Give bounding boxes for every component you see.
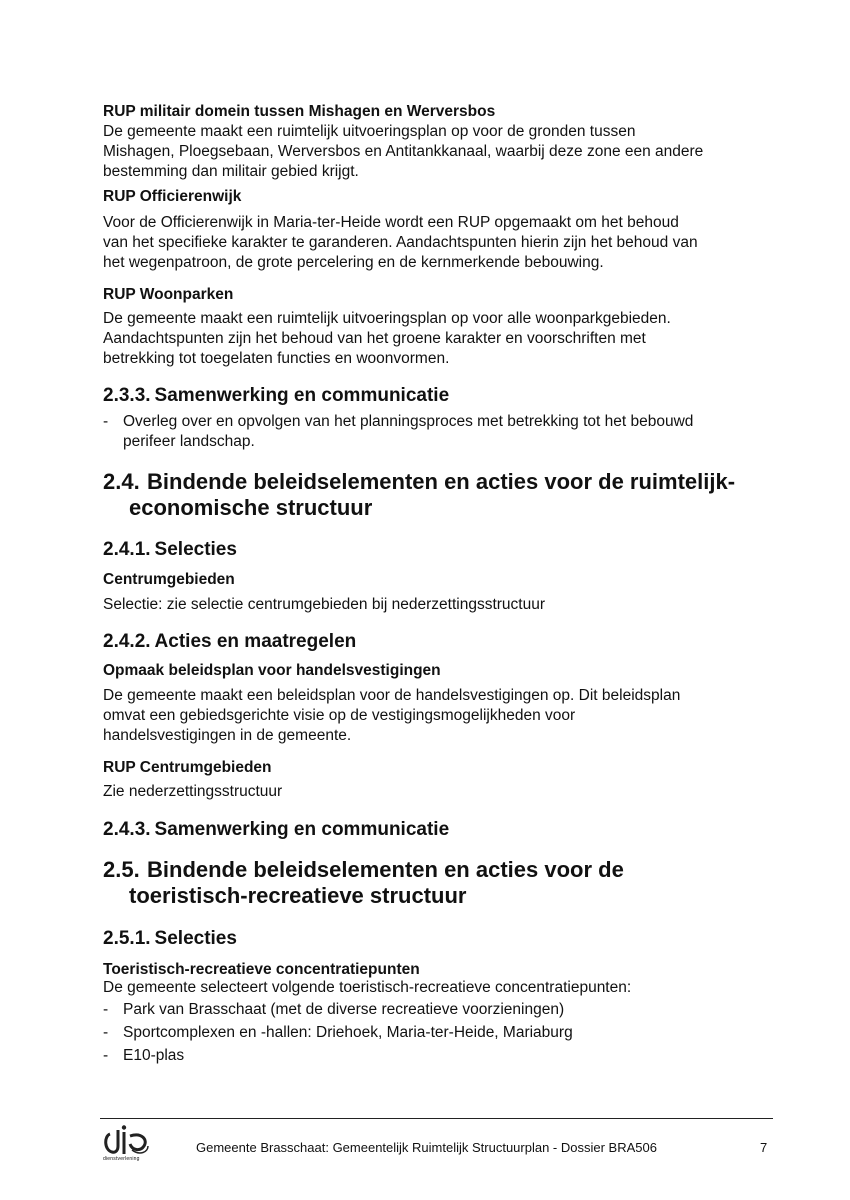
list-item-text (123, 412, 782, 452)
section-title-line-1: Bindende beleidselementen en acties voor de (147, 857, 624, 882)
section-title: Selecties (154, 539, 237, 560)
text-line: perifeer landschap. (123, 433, 255, 450)
section-title-line-2: economische structuur (129, 495, 373, 520)
list-item-text: Park van Brasschaat (met de diverse recreatieve voorzieningen) (123, 1001, 565, 1018)
section-number: 2.4. (103, 469, 140, 494)
rup-woonparken-heading: RUP Woonparken (103, 286, 234, 303)
text-line: Aandachtspunten zijn het behoud van het groene karakter en voorschriften met (103, 330, 646, 347)
list-item (103, 1046, 782, 1066)
section-2-3-3-heading (103, 384, 782, 408)
text-line: handelsvestigingen in de gemeente. (103, 727, 352, 744)
beleidsplan-heading: Opmaak beleidsplan voor handelsvestigingen (103, 662, 441, 679)
list-item (103, 412, 782, 452)
section-number: 2.3.3. (103, 385, 151, 406)
section-2-4-3-heading (103, 818, 782, 842)
section-title: Samenwerking en communicatie (154, 819, 450, 840)
text-line: Mishagen, Ploegsebaan, Werversbos en Antitankkanaal, waarbij deze zone een andere (103, 143, 704, 160)
section-title-line-1: Bindende beleidselementen en acties voor de ruimtelijk- (147, 469, 736, 494)
beleidsplan-text (103, 686, 782, 746)
list-item-text: E10-plas (123, 1047, 185, 1064)
rup-militair-text (103, 122, 782, 182)
list-dash: - (103, 1001, 109, 1018)
section-2-4-heading (103, 469, 782, 521)
text-line: omvat een gebiedsgerichte visie op de vestigingsmogelijkheden voor (103, 707, 576, 724)
section-2-4-2-heading (103, 630, 782, 654)
section-number: 2.4.3. (103, 819, 151, 840)
list-dash: - (103, 1024, 109, 1041)
rup-centrumgebieden-text: Zie nederzettingsstructuur (103, 783, 283, 800)
rup-officierenwijk-heading: RUP Officierenwijk (103, 188, 242, 205)
text-line: betrekking tot toegelaten functies en woonvormen. (103, 350, 450, 367)
section-2-5-1-heading (103, 927, 782, 951)
logo-caption: dienstverlening (103, 1156, 140, 1162)
page-number: 7 (760, 1140, 768, 1155)
section-number: 2.4.2. (103, 631, 151, 652)
section-number: 2.4.1. (103, 539, 151, 560)
footer-text: Gemeente Brasschaat: Gemeentelijk Ruimtelijk Structuurplan - Dossier BRA506 (196, 1140, 657, 1155)
list-dash: - (103, 413, 109, 430)
text-line: bestemming dan militair gebied krijgt. (103, 163, 359, 180)
section-title: Selecties (154, 928, 237, 949)
text-line: De gemeente maakt een beleidsplan voor de handelsvestigingen op. Dit beleidsplan (103, 687, 681, 704)
text-line: het wegenpatroon, de grote percelering en de kernmerkende bebouwing. (103, 254, 604, 271)
rup-woonparken-text (103, 309, 782, 369)
list-item (103, 1000, 782, 1020)
centrumgebieden-text: Selectie: zie selectie centrumgebieden bij nederzettingsstructuur (103, 596, 545, 613)
concentratiepunten-intro: De gemeente selecteert volgende toeristisch-recreatieve concentratiepunten: (103, 979, 632, 996)
list-item (103, 1023, 782, 1043)
section-title: Acties en maatregelen (154, 631, 357, 652)
list-dash: - (103, 1047, 109, 1064)
text-line: De gemeente maakt een ruimtelijk uitvoeringsplan op voor de gronden tussen (103, 123, 636, 140)
section-title: Samenwerking en communicatie (154, 385, 450, 406)
text-line: Voor de Officierenwijk in Maria-ter-Heide wordt een RUP opgemaakt om het behoud (103, 214, 679, 231)
rup-officierenwijk-text (103, 213, 782, 273)
rup-militair-heading: RUP militair domein tussen Mishagen en Werversbos (103, 103, 496, 120)
footer-divider (100, 1118, 773, 1119)
text-line: Overleg over en opvolgen van het planningsproces met betrekking tot het bebouwd (123, 413, 694, 430)
concentratiepunten-heading: Toeristisch-recreatieve concentratiepunten (103, 961, 420, 978)
section-2-4-1-heading (103, 538, 782, 562)
text-line: De gemeente maakt een ruimtelijk uitvoeringsplan op voor alle woonparkgebieden. (103, 310, 671, 327)
section-number: 2.5. (103, 857, 140, 882)
section-2-5-heading (103, 857, 782, 909)
text-line: van het specifieke karakter te garanderen. Aandachtspunten hierin zijn het behoud van (103, 234, 698, 251)
section-title-line-2: toeristisch-recreatieve structuur (129, 883, 467, 908)
section-number: 2.5.1. (103, 928, 151, 949)
list-item-text: Sportcomplexen en -hallen: Driehoek, Maria-ter-Heide, Mariaburg (123, 1024, 573, 1041)
centrumgebieden-heading: Centrumgebieden (103, 571, 235, 588)
rup-centrumgebieden-heading: RUP Centrumgebieden (103, 759, 272, 776)
